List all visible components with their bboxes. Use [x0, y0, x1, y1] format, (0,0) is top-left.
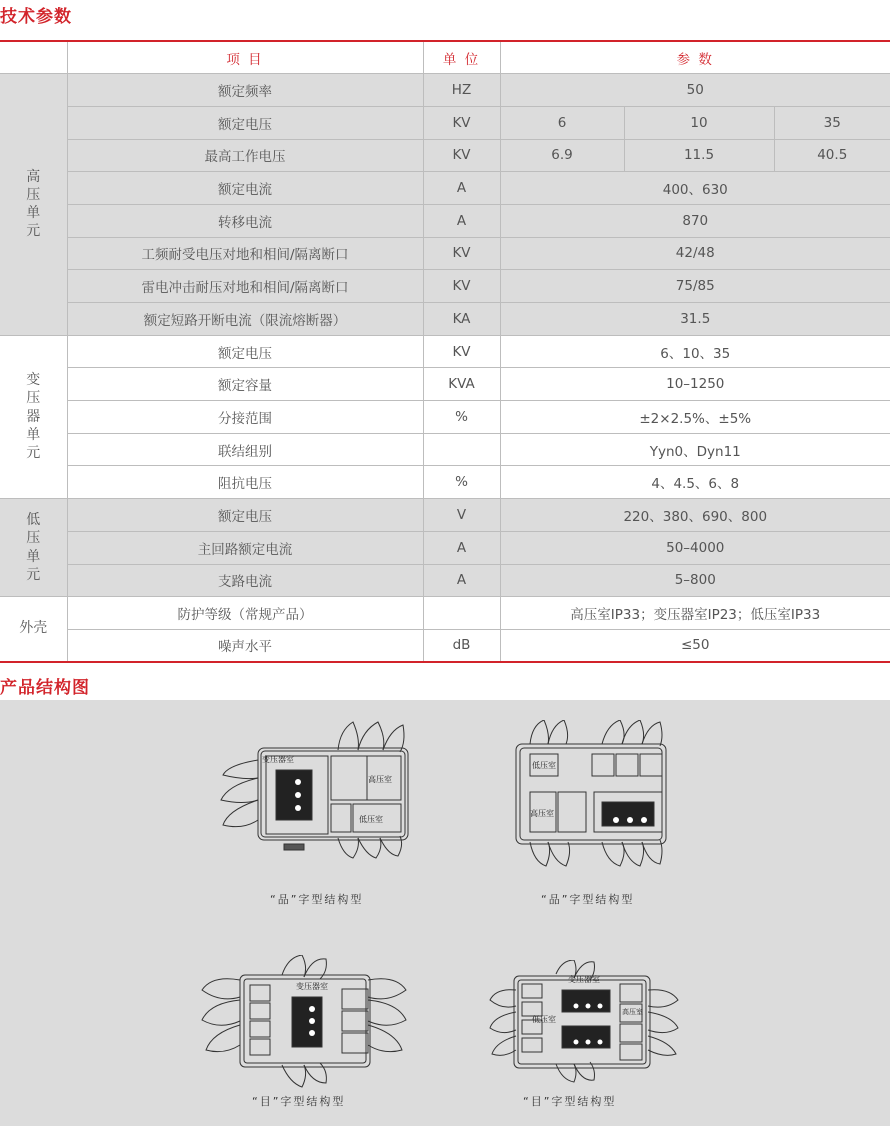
group-low-voltage: 低压单元 [0, 499, 67, 597]
row-item: 阻抗电压 [67, 466, 423, 499]
structure-diagram-area [0, 700, 890, 1126]
table-row [0, 433, 890, 466]
spec-table [0, 40, 890, 663]
row-value: 6.9 [500, 139, 624, 172]
row-item: 转移电流 [67, 204, 423, 237]
table-row [0, 466, 890, 499]
row-item: 额定短路开断电流（限流熔断器） [67, 303, 423, 336]
table-row [0, 629, 890, 662]
row-value: ±2×2.5%、±5% [500, 401, 890, 434]
row-value: 50 [500, 74, 890, 107]
label-transformer-room: 变压器室 [262, 755, 294, 764]
row-value: 高压室IP33；变压器室IP23；低压室IP33 [500, 597, 890, 630]
label-high-room: 高压室 [530, 809, 554, 818]
row-unit [423, 597, 500, 630]
row-unit: HZ [423, 74, 500, 107]
table-row [0, 401, 890, 434]
table-row [0, 237, 890, 270]
row-unit: A [423, 564, 500, 597]
label-high-room: 高压室 [368, 775, 392, 784]
row-unit: KV [423, 237, 500, 270]
row-value: 11.5 [624, 139, 774, 172]
table-row [0, 106, 890, 139]
table-row [0, 368, 890, 401]
header-blank [0, 41, 67, 74]
row-unit: A [423, 531, 500, 564]
row-value: 4、4.5、6、8 [500, 466, 890, 499]
label-low-room: 低压室 [532, 761, 556, 770]
group-transformer: 变压器单元 [0, 335, 67, 498]
row-item: 噪声水平 [67, 629, 423, 662]
row-item: 雷电冲击耐压对地和相间/隔离断口 [67, 270, 423, 303]
table-header-row [0, 41, 890, 74]
row-item: 额定电流 [67, 172, 423, 205]
row-unit: % [423, 401, 500, 434]
caption-pin-2: “品”字型结构型 [541, 893, 635, 906]
header-unit: 单 位 [423, 41, 500, 74]
row-unit: KVA [423, 368, 500, 401]
row-item: 联结组别 [67, 433, 423, 466]
table-row [0, 204, 890, 237]
section-title-structure: 产品结构图 [0, 678, 90, 698]
table-row [0, 564, 890, 597]
label-transformer-room: 变压器室 [296, 982, 328, 991]
row-item: 额定频率 [67, 74, 423, 107]
table-row [0, 499, 890, 532]
row-item: 额定电压 [67, 106, 423, 139]
row-unit: KV [423, 139, 500, 172]
row-unit: KV [423, 270, 500, 303]
row-unit: A [423, 172, 500, 205]
label-low-room: 低压室 [359, 815, 383, 824]
row-item: 分接范围 [67, 401, 423, 434]
row-value: 6 [500, 106, 624, 139]
row-item: 支路电流 [67, 564, 423, 597]
structure-diagram-mu-2 [488, 960, 683, 1085]
structure-diagram-mu-1 [200, 955, 410, 1090]
table-row [0, 597, 890, 630]
caption-pin-1: “品”字型结构型 [270, 893, 364, 906]
row-unit: % [423, 466, 500, 499]
row-value: Yyn0、Dyn11 [500, 433, 890, 466]
row-item: 额定容量 [67, 368, 423, 401]
structure-diagram-pin-2 [512, 720, 682, 868]
caption-mu-1: “目”字型结构型 [252, 1095, 346, 1108]
row-value: 220、380、690、800 [500, 499, 890, 532]
row-item: 工频耐受电压对地和相间/隔离断口 [67, 237, 423, 270]
group-high-voltage: 高压单元 [0, 74, 67, 336]
table-row [0, 172, 890, 205]
table-row [0, 335, 890, 368]
table-row [0, 139, 890, 172]
label-low-room: 低压室 [532, 1015, 556, 1024]
label-transformer-room: 变压器室 [568, 975, 600, 984]
row-item: 最高工作电压 [67, 139, 423, 172]
structure-diagram-pin-1 [218, 720, 418, 860]
row-unit: KV [423, 106, 500, 139]
row-value: ≤50 [500, 629, 890, 662]
row-unit [423, 433, 500, 466]
caption-mu-2: “目”字型结构型 [523, 1095, 617, 1108]
table-row [0, 303, 890, 336]
row-value: 42/48 [500, 237, 890, 270]
row-value: 400、630 [500, 172, 890, 205]
row-value: 40.5 [774, 139, 890, 172]
group-shell: 外壳 [0, 597, 67, 662]
row-item: 主回路额定电流 [67, 531, 423, 564]
row-item: 额定电压 [67, 335, 423, 368]
header-param: 参 数 [500, 41, 890, 74]
table-row [0, 74, 890, 107]
row-unit: KV [423, 335, 500, 368]
row-unit: A [423, 204, 500, 237]
label-high-room: 高压室 [622, 1008, 643, 1016]
row-value: 6、10、35 [500, 335, 890, 368]
row-value: 50–4000 [500, 531, 890, 564]
row-item: 额定电压 [67, 499, 423, 532]
row-value: 75/85 [500, 270, 890, 303]
row-unit: V [423, 499, 500, 532]
row-value: 10–1250 [500, 368, 890, 401]
row-item: 防护等级（常规产品） [67, 597, 423, 630]
section-title-tech-params: 技术参数 [0, 7, 72, 27]
row-unit: dB [423, 629, 500, 662]
row-value: 35 [774, 106, 890, 139]
row-unit: KA [423, 303, 500, 336]
row-value: 870 [500, 204, 890, 237]
table-row [0, 270, 890, 303]
row-value: 31.5 [500, 303, 890, 336]
table-row [0, 531, 890, 564]
row-value: 10 [624, 106, 774, 139]
header-item: 项 目 [67, 41, 423, 74]
row-value: 5–800 [500, 564, 890, 597]
